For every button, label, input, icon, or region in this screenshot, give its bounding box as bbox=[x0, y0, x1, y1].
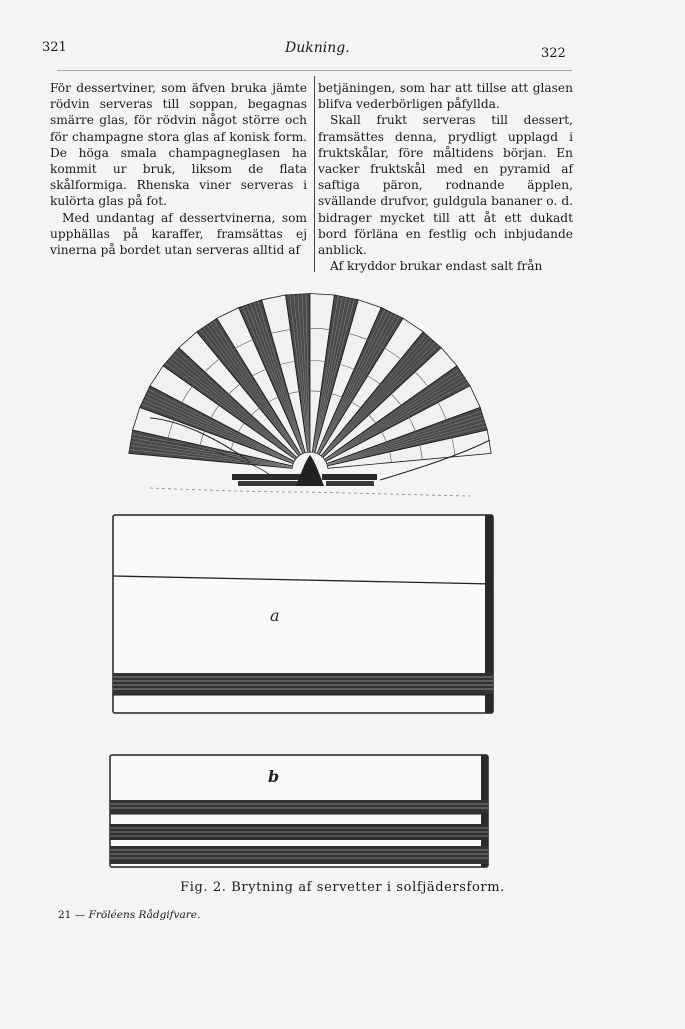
fold-diagram-a bbox=[0, 505, 685, 725]
right-paragraph-3: Af kryddor brukar endast salt från bbox=[330, 259, 543, 274]
signature-dash: — bbox=[74, 909, 86, 921]
left-paragraph-1: För dessertviner, som äfven bruka jämte rödvin serveras till soppan, begagnas smärre glas, för rödvin något större och för champagne stora glas af konisk form. De höga smala champagneglasen ha kommit ur bruk, liksom de flata skålformiga. Rhenska viner serveras i kulörta glas på fot. bbox=[50, 81, 307, 209]
right-paragraph-2: Skall frukt serveras till dessert, framsättes denna, prydligt upplagd i fruktskålar, före måltidens början. En vacker fruktskål med en pyramid af saftiga päron, rodnande äpplen, svällande drufvor, guldgula bananer o. d. bidrager mycket till att åt ett dukadt bord förläna en festlig och inbjudande anblick. bbox=[318, 113, 573, 258]
label-b: b bbox=[268, 767, 280, 786]
signature-number: 21 bbox=[58, 909, 72, 921]
fold-diagram-b bbox=[0, 750, 685, 880]
signature-title: Fröléens Rådgifvare. bbox=[88, 909, 201, 921]
printer-signature bbox=[58, 909, 200, 921]
fan-napkin-illustration bbox=[0, 0, 685, 510]
running-title: Dukning. bbox=[285, 40, 350, 56]
right-paragraph-1: betjäningen, som har att tillse att glasen blifva vederbörligen påfyllda. bbox=[318, 81, 573, 112]
left-page-number: 321 bbox=[42, 40, 67, 55]
right-page-number: 322 bbox=[541, 46, 566, 61]
left-paragraph-2: Med undantag af dessertvinerna, som upphällas på karaffer, framsättas ej vinerna på bordet utan serveras alltid af bbox=[50, 210, 307, 258]
figure-caption: Fig. 2. Brytning af servetter i solfjädersform. bbox=[180, 880, 505, 895]
label-a: a bbox=[270, 606, 280, 625]
